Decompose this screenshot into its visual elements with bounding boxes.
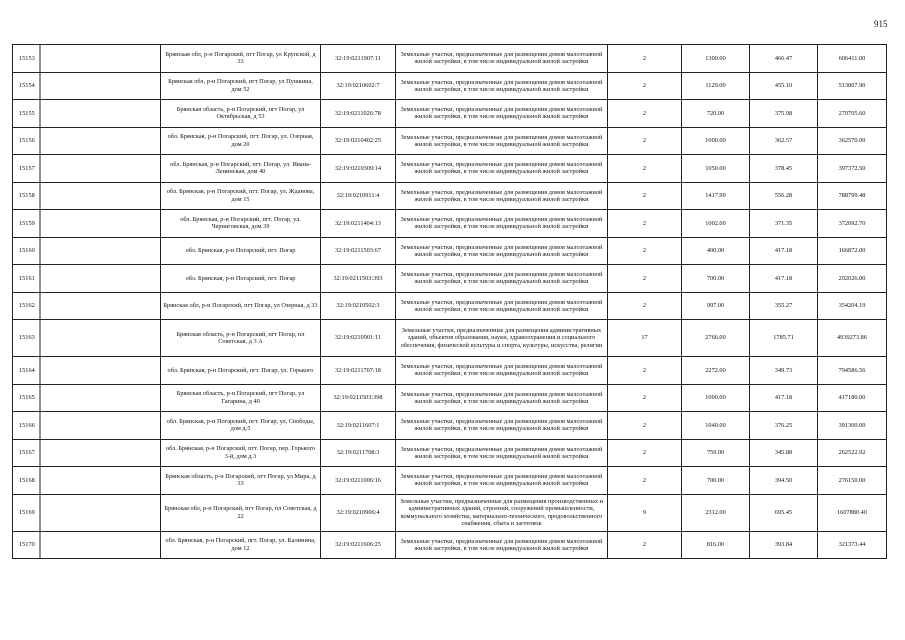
cadastral-value-cell: 397372.50 [818,155,887,183]
table-row [13,531,887,559]
address-cell: Брянская обл, р-н Погарский, пгт Погар, ул Пушкина, дом 52 [161,72,321,100]
cadastral-value-cell: 794586.56 [818,357,887,385]
cadastral-number-cell: 32:19:0211404:13 [321,210,396,238]
cadastral-value-cell: 321373.44 [818,531,887,559]
rate-cell: 378.45 [750,155,818,183]
address-cell: Брянская область, р-н Погарский, пгт Погар, ул Мира, д 33 [161,467,321,495]
cadastral-value-cell: 270705.60 [818,100,887,128]
rate-cell: 371.35 [750,210,818,238]
table-row [13,412,887,440]
rate-cell: 417.18 [750,265,818,293]
area-cell: 1129.00 [682,72,750,100]
table-row [13,72,887,100]
row-number: 15159 [13,210,161,238]
area-cell: 1040.00 [682,412,750,440]
area-cell: 400.00 [682,237,750,265]
row-number: 15168 [13,467,161,495]
land-purpose-cell: Земельные участки, предназначенные для размещения домов малоэтажной жилой застройки, в том числе индивидуальной жилой застройки [396,292,608,320]
table-row [13,237,887,265]
row-number: 15163 [13,320,161,357]
cadastral-number-cell: 32:19:0211707:18 [321,357,396,385]
land-purpose-cell: Земельные участки, предназначенные для размещения домов малоэтажной жилой застройки, в том числе индивидуальной жилой застройки [396,357,608,385]
area-cell: 2272.00 [682,357,750,385]
land-purpose-cell: Земельные участки, предназначенные для размещения административных зданий, объектов образования, науки, здравоохранения и социального обеспечения, физической культуры и спорта, культуры, искусства, религии [396,320,608,357]
rate-cell: 345.88 [750,439,818,467]
address-cell: обл. Брянская, р-н Погарский, пгт. Погар, ул. Горького [161,357,321,385]
group-cell: 2 [608,467,682,495]
cadastral-number-cell: 32:19:0210402:25 [321,127,396,155]
row-number: 15153 [13,45,161,73]
land-purpose-cell: Земельные участки, предназначенные для размещения домов малоэтажной жилой застройки, в том числе индивидуальной жилой застройки [396,384,608,412]
group-cell: 2 [608,384,682,412]
table-row [13,467,887,495]
table-row [13,100,887,128]
group-cell: 2 [608,182,682,210]
row-number: 15158 [13,182,161,210]
area-cell: 997.00 [682,292,750,320]
area-cell: 1002.00 [682,210,750,238]
area-cell: 816.00 [682,531,750,559]
land-purpose-cell: Земельные участки, предназначенные для размещения домов малоэтажной жилой застройки, в том числе индивидуальной жилой застройки [396,155,608,183]
group-cell: 2 [608,439,682,467]
cadastral-number-cell: 32:19:0210502:3 [321,292,396,320]
cadastral-value-cell: 606411.00 [818,45,887,73]
row-number: 15170 [13,531,161,559]
table-row [13,210,887,238]
land-purpose-cell: Земельные участки, предназначенные для размещения домов малоэтажной жилой застройки, в том числе индивидуальной жилой застройки [396,72,608,100]
cadastral-number-cell: 32:19:0210602:7 [321,72,396,100]
table-row [13,292,887,320]
cadastral-value-cell: 354204.19 [818,292,887,320]
land-purpose-cell: Земельные участки, предназначенные для размещения домов малоэтажной жилой застройки, в том числе индивидуальной жилой застройки [396,439,608,467]
rate-cell: 393.84 [750,531,818,559]
group-cell: 2 [608,412,682,440]
page-number: 915 [874,19,888,29]
area-cell: 700.00 [682,467,750,495]
group-cell: 2 [608,100,682,128]
group-cell: 2 [608,210,682,238]
cadastral-value-cell: 276150.00 [818,467,887,495]
rate-cell: 355.27 [750,292,818,320]
row-number: 15162 [13,292,161,320]
rate-cell: 417.18 [750,384,818,412]
rate-cell: 417.18 [750,237,818,265]
address-cell: обл. Брянская, р-н Погарский, пгт. Погар [161,237,321,265]
cadastral-value-cell: 372092.70 [818,210,887,238]
area-cell: 1000.00 [682,127,750,155]
land-purpose-cell: Земельные участки, предназначенные для размещения домов малоэтажной жилой застройки, в том числе индивидуальной жилой застройки [396,100,608,128]
cadastral-number-cell: 32:19:0211503:398 [321,384,396,412]
address-cell: Брянская область, р-н Погарский, пгт Погар, ул Октябрьская, д 53 [161,100,321,128]
cadastral-number-cell: 32:19:0210911:4 [321,182,396,210]
cadastral-value-cell: 417180.00 [818,384,887,412]
table-row [13,357,887,385]
cadastral-number-cell: 32:19:0210901:11 [321,320,396,357]
table-row [13,494,887,531]
group-cell: 17 [608,320,682,357]
address-cell: Брянская обл, р-н Погарский, пгт Погар, ул Озерная, д 33 [161,292,321,320]
area-cell: 720.00 [682,100,750,128]
row-number: 15166 [13,412,161,440]
cadastral-value-cell: 362570.00 [818,127,887,155]
row-number: 15167 [13,439,161,467]
address-cell: обл. Брянская, р-н Погарский, пгт. Погар, ул. Свободы, дом д.5 [161,412,321,440]
rate-cell: 695.45 [750,494,818,531]
table-row [13,439,887,467]
cadastral-value-cell: 391300.00 [818,412,887,440]
table-row [13,384,887,412]
rate-cell: 394.50 [750,467,818,495]
row-number: 15161 [13,265,161,293]
cadastral-value-cell: 292026.00 [818,265,887,293]
area-cell: 2312.00 [682,494,750,531]
area-cell: 1000.00 [682,384,750,412]
row-number: 15157 [13,155,161,183]
area-cell: 1300.00 [682,45,750,73]
cadastral-value-cell: 513807.90 [818,72,887,100]
table-row [13,155,887,183]
cadastral-number-cell: 32:19:0211503:67 [321,237,396,265]
area-cell: 1417.99 [682,182,750,210]
cadastral-value-cell: 166872.00 [818,237,887,265]
cadastral-value-table [12,44,887,559]
table-row [13,320,887,357]
land-purpose-cell: Земельные участки, предназначенные для размещения домов малоэтажной жилой застройки, в том числе индивидуальной жилой застройки [396,237,608,265]
rate-cell: 556.28 [750,182,818,210]
cadastral-value-cell: 1607880.40 [818,494,887,531]
rate-cell: 466.47 [750,45,818,73]
rate-cell: 375.98 [750,100,818,128]
rate-cell: 455.10 [750,72,818,100]
land-purpose-cell: Земельные участки, предназначенные для размещения домов малоэтажной жилой застройки, в том числе индивидуальной жилой застройки [396,412,608,440]
land-purpose-cell: Земельные участки, предназначенные для размещения домов малоэтажной жилой застройки, в том числе индивидуальной жилой застройки [396,127,608,155]
row-number: 15155 [13,100,161,128]
row-number: 15165 [13,384,161,412]
address-cell: обл. Брянская, р-н Погарский, пгт. Погар, ул. Калинина, дом 12 [161,531,321,559]
group-cell: 2 [608,292,682,320]
row-number: 15169 [13,494,161,531]
address-cell: обл. Брянская, р-н Погарский, пгт. Погар, ул. Черниговская, дом 39 [161,210,321,238]
rate-cell: 1785.71 [750,320,818,357]
cadastral-number-cell: 32:19:0211503:393 [321,265,396,293]
row-number: 15160 [13,237,161,265]
area-cell: 2766.00 [682,320,750,357]
land-purpose-cell: Земельные участки, предназначенные для размещения домов малоэтажной жилой застройки, в том числе индивидуальной жилой застройки [396,210,608,238]
group-cell: 2 [608,265,682,293]
group-cell: 2 [608,45,682,73]
address-cell: Брянская область, р-н Погарский, пгт Погар, пл Советская, д 3 А [161,320,321,357]
group-cell: 2 [608,155,682,183]
cadastral-number-cell: 32:19:0211026:78 [321,100,396,128]
row-number: 15156 [13,127,161,155]
address-cell: Брянская обл, р-н Погарский, пгт Погар, ул Крупской, д 33 [161,45,321,73]
row-number: 15154 [13,72,161,100]
group-cell: 2 [608,72,682,100]
group-cell: 9 [608,494,682,531]
table-row [13,127,887,155]
cadastral-number-cell: 32:19:0211606:25 [321,531,396,559]
cadastral-number-cell: 32:19:0210906:4 [321,494,396,531]
area-cell: 759.00 [682,439,750,467]
area-cell: 700.00 [682,265,750,293]
address-cell: обл. Брянская, р-н Погарский, пгт. Погар, ул. Ивана-Ленинская, дом 40 [161,155,321,183]
row-number: 15164 [13,357,161,385]
area-cell: 1050.00 [682,155,750,183]
cadastral-number-cell: 32:19:0211006:16 [321,467,396,495]
cadastral-number-cell: 32:19:0211607:1 [321,412,396,440]
rate-cell: 349.73 [750,357,818,385]
land-purpose-cell: Земельные участки, предназначенные для размещения домов малоэтажной жилой застройки, в том числе индивидуальной жилой застройки [396,265,608,293]
cadastral-value-cell: 788799.48 [818,182,887,210]
table-row [13,45,887,73]
cadastral-value-cell: 262522.92 [818,439,887,467]
land-purpose-cell: Земельные участки, предназначенные для размещения производственных и административных зданий, строений, сооружений промышленности, коммунального хозяйства, материально-технического, продовольственного снабжения, сбыта и заготовок [396,494,608,531]
cadastral-number-cell: 32:19:0211708:3 [321,439,396,467]
address-cell: Брянская обл, р-н Погарский, пгт Погар, пл Советская, д 22 [161,494,321,531]
land-purpose-cell: Земельные участки, предназначенные для размещения домов малоэтажной жилой застройки, в том числе индивидуальной жилой застройки [396,531,608,559]
address-cell: обл. Брянская, р-н Погарский, пгт. Погар, ул. Озерная, дом 20 [161,127,321,155]
table-row [13,265,887,293]
land-purpose-cell: Земельные участки, предназначенные для размещения домов малоэтажной жилой застройки, в том числе индивидуальной жилой застройки [396,467,608,495]
cadastral-value-cell: 4939273.86 [818,320,887,357]
table-row [13,182,887,210]
address-cell: обл. Брянская, р-н Погарский, пгт. Погар [161,265,321,293]
group-cell: 2 [608,357,682,385]
group-cell: 2 [608,127,682,155]
land-purpose-cell: Земельные участки, предназначенные для размещения домов малоэтажной жилой застройки, в том числе индивидуальной жилой застройки [396,45,608,73]
address-cell: обл. Брянская, р-н Погарский, пгт. Погар, пер. Горького 3-й, дом д.3 [161,439,321,467]
rate-cell: 362.57 [750,127,818,155]
group-cell: 2 [608,531,682,559]
group-cell: 2 [608,237,682,265]
cadastral-number-cell: 32:19:0210309:14 [321,155,396,183]
land-purpose-cell: Земельные участки, предназначенные для размещения домов малоэтажной жилой застройки, в том числе индивидуальной жилой застройки [396,182,608,210]
rate-cell: 376.25 [750,412,818,440]
cadastral-number-cell: 32:19:0211907:11 [321,45,396,73]
address-cell: обл. Брянская, р-н Погарский, пгт. Погар, ул. Жданова, дом 15 [161,182,321,210]
address-cell: Брянская область, р-н Погарский, пгт Погар, ул Гагарина, д 40 [161,384,321,412]
